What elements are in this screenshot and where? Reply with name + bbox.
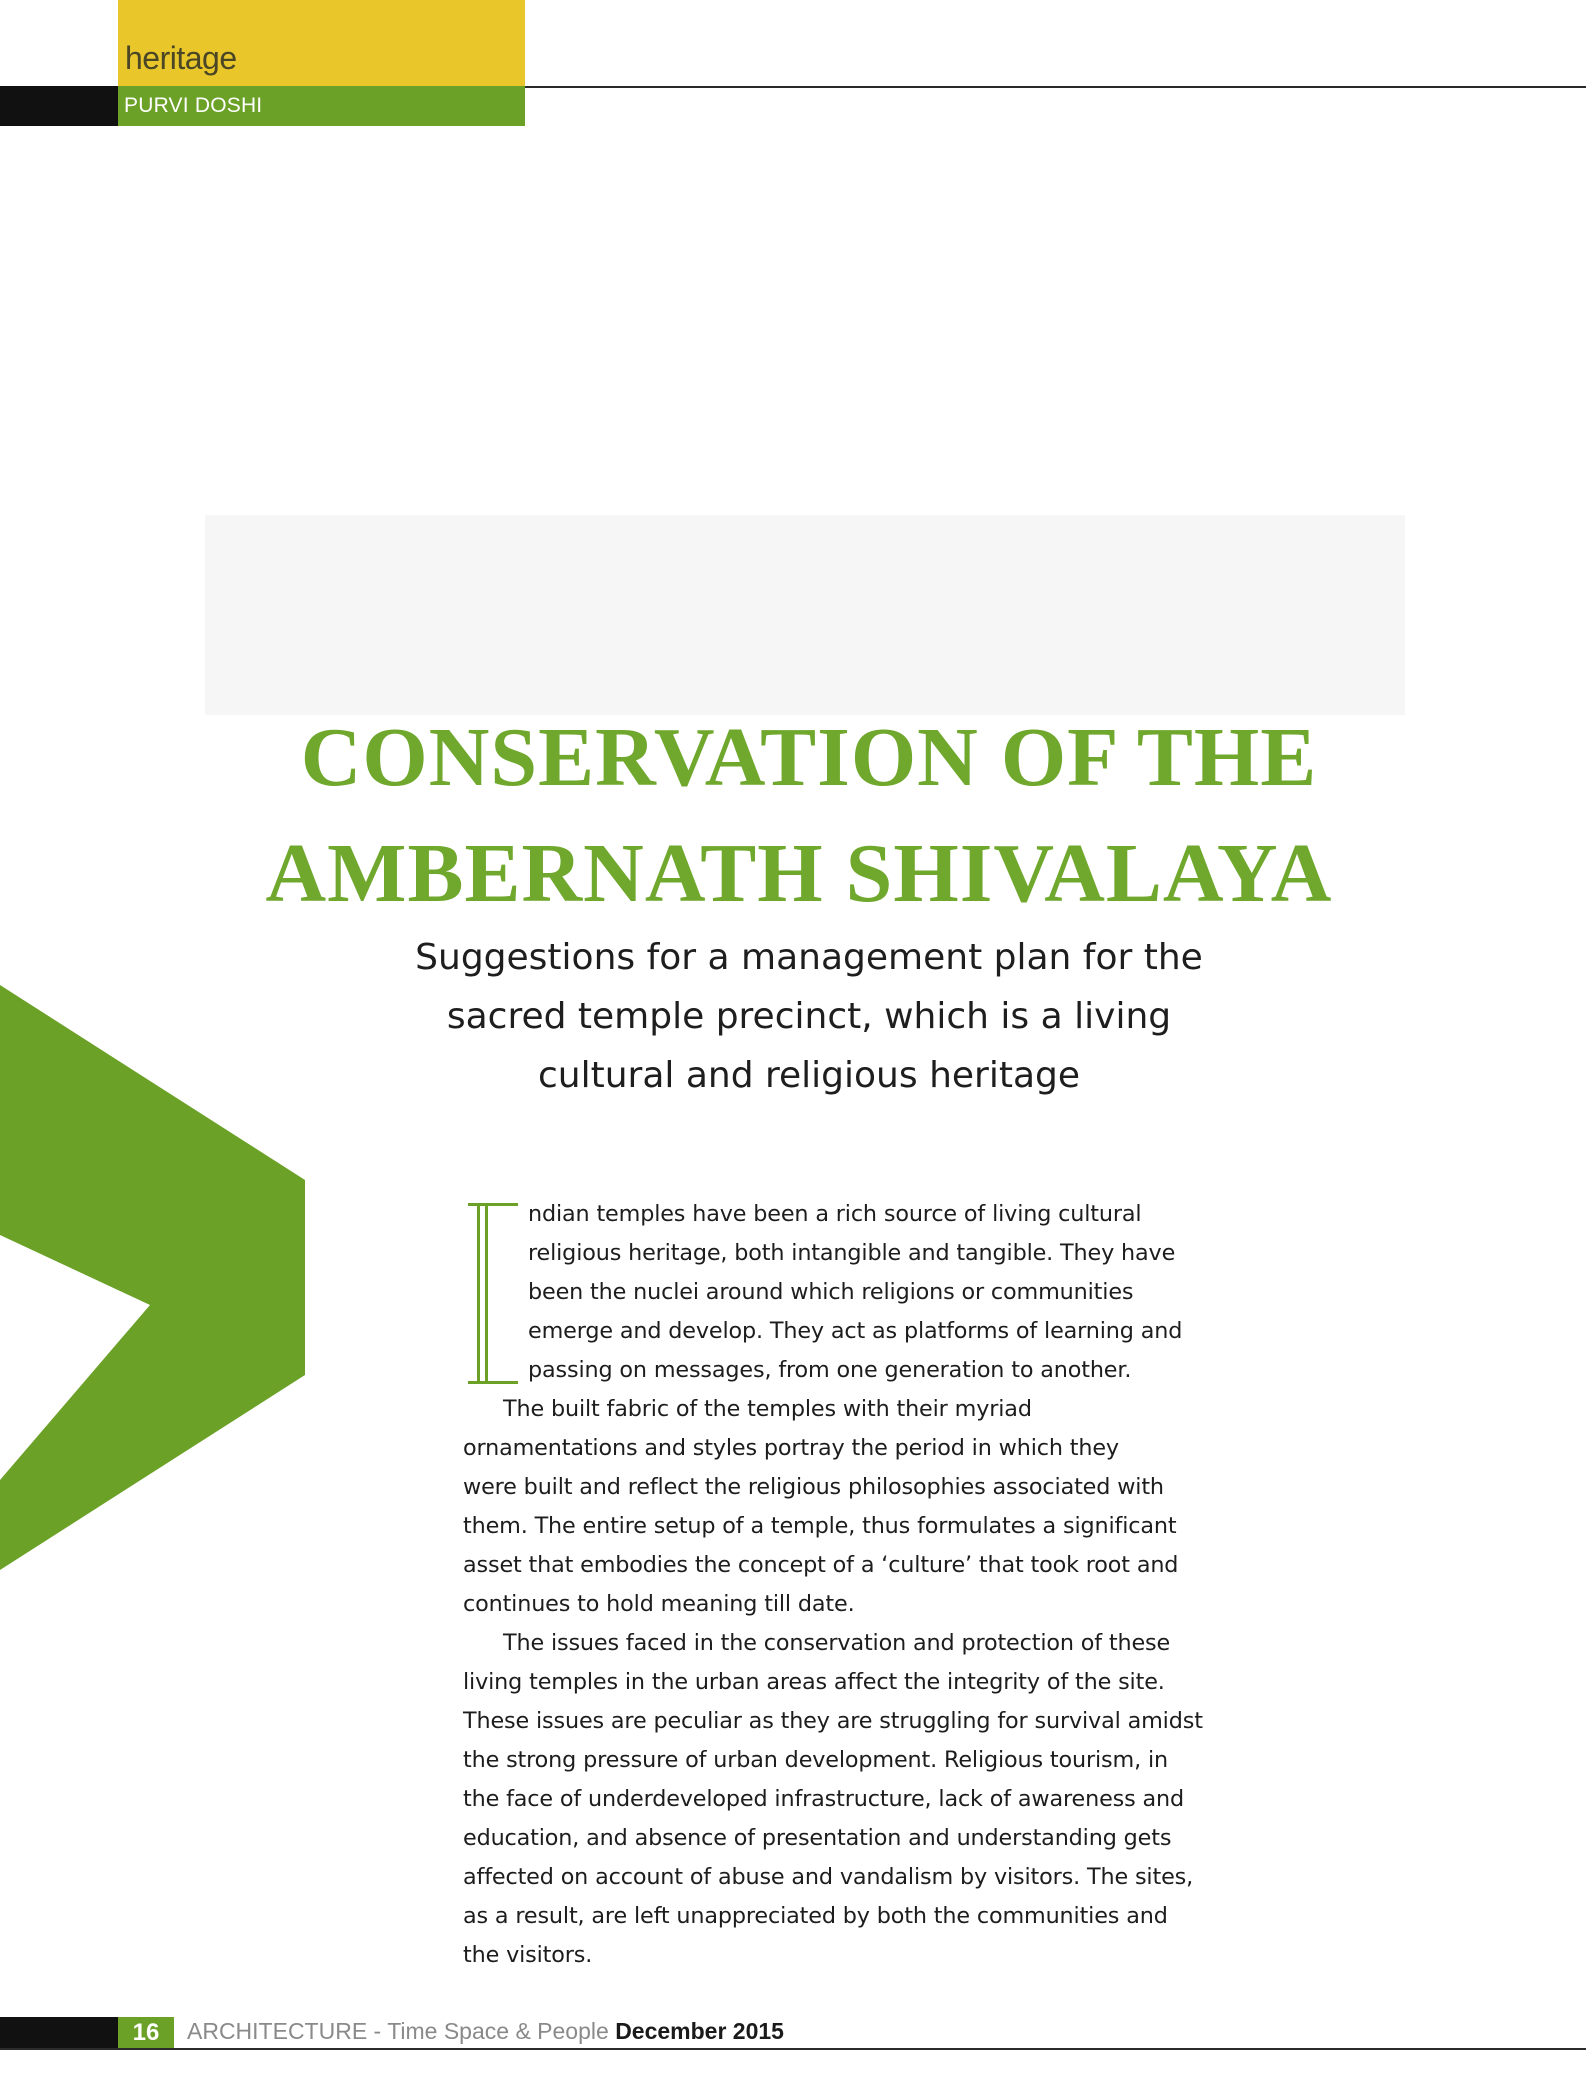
page-number: 16 [132, 2019, 160, 2046]
header-rule [525, 86, 1586, 88]
title-line: AMBERNATH SHIVALAYA [265, 827, 1333, 920]
issue-date: December 2015 [615, 2018, 784, 2044]
footer-black-bar [0, 2017, 118, 2049]
body-line: These issues are peculiar as they are struggling for survival amidst [463, 1708, 1203, 1734]
article-title [0, 700, 1586, 932]
body-line: ornamentations and styles portray the period in which they [463, 1435, 1119, 1461]
page-number-box [118, 2017, 174, 2049]
body-line: the visitors. [463, 1942, 593, 1968]
body-line: the face of underdeveloped infrastructure, lack of awareness and [463, 1786, 1185, 1812]
intro-text [528, 1195, 1208, 1390]
article-subtitle [340, 928, 1278, 1105]
body-line: them. The entire setup of a temple, thus formulates a significant [463, 1513, 1177, 1539]
intro-line: emerge and develop. They act as platforms of learning and [528, 1318, 1183, 1344]
intro-line: ndian temples have been a rich source of living cultural [528, 1201, 1142, 1227]
magazine-name: ARCHITECTURE - Time Space & People [187, 2018, 609, 2044]
subtitle-line: cultural and religious heritage [537, 1055, 1081, 1096]
footer-rule [0, 2048, 1586, 2050]
subtitle-line: Suggestions for a management plan for the [415, 937, 1203, 978]
author-name: PURVI DOSHI [124, 94, 263, 117]
footer-credit [187, 2018, 784, 2045]
body-line: affected on account of abuse and vandalism by visitors. The sites, [463, 1864, 1194, 1890]
body-text [463, 1390, 1208, 1975]
intro-line: passing on messages, from one generation to another. [528, 1357, 1132, 1383]
intro-line: been the nuclei around which religions or communities [528, 1279, 1134, 1305]
show-through-block [205, 515, 1405, 715]
body-line: were built and reflect the religious philosophies associated with [463, 1474, 1164, 1500]
subtitle-line: sacred temple precinct, which is a living [446, 996, 1172, 1037]
chevron-graphic [0, 985, 310, 1570]
title-line: CONSERVATION OF THE [300, 711, 1318, 804]
body-line: education, and absence of presentation and understanding gets [463, 1825, 1172, 1851]
body-line: The built fabric of the temples with their myriad [503, 1396, 1032, 1422]
body-line: the strong pressure of urban development. Religious tourism, in [463, 1747, 1168, 1773]
header-black-bar [0, 86, 118, 126]
body-line: as a result, are left unappreciated by both the communities and [463, 1903, 1168, 1929]
body-line: The issues faced in the conservation and protection of these [503, 1630, 1171, 1656]
intro-line: religious heritage, both intangible and tangible. They have [528, 1240, 1176, 1266]
section-label: heritage [125, 40, 237, 76]
body-line: asset that embodies the concept of a ‘culture’ that took root and [463, 1552, 1179, 1578]
body-line: living temples in the urban areas affect the integrity of the site. [463, 1669, 1165, 1695]
body-line: continues to hold meaning till date. [463, 1591, 855, 1617]
drop-cap [463, 1203, 528, 1385]
